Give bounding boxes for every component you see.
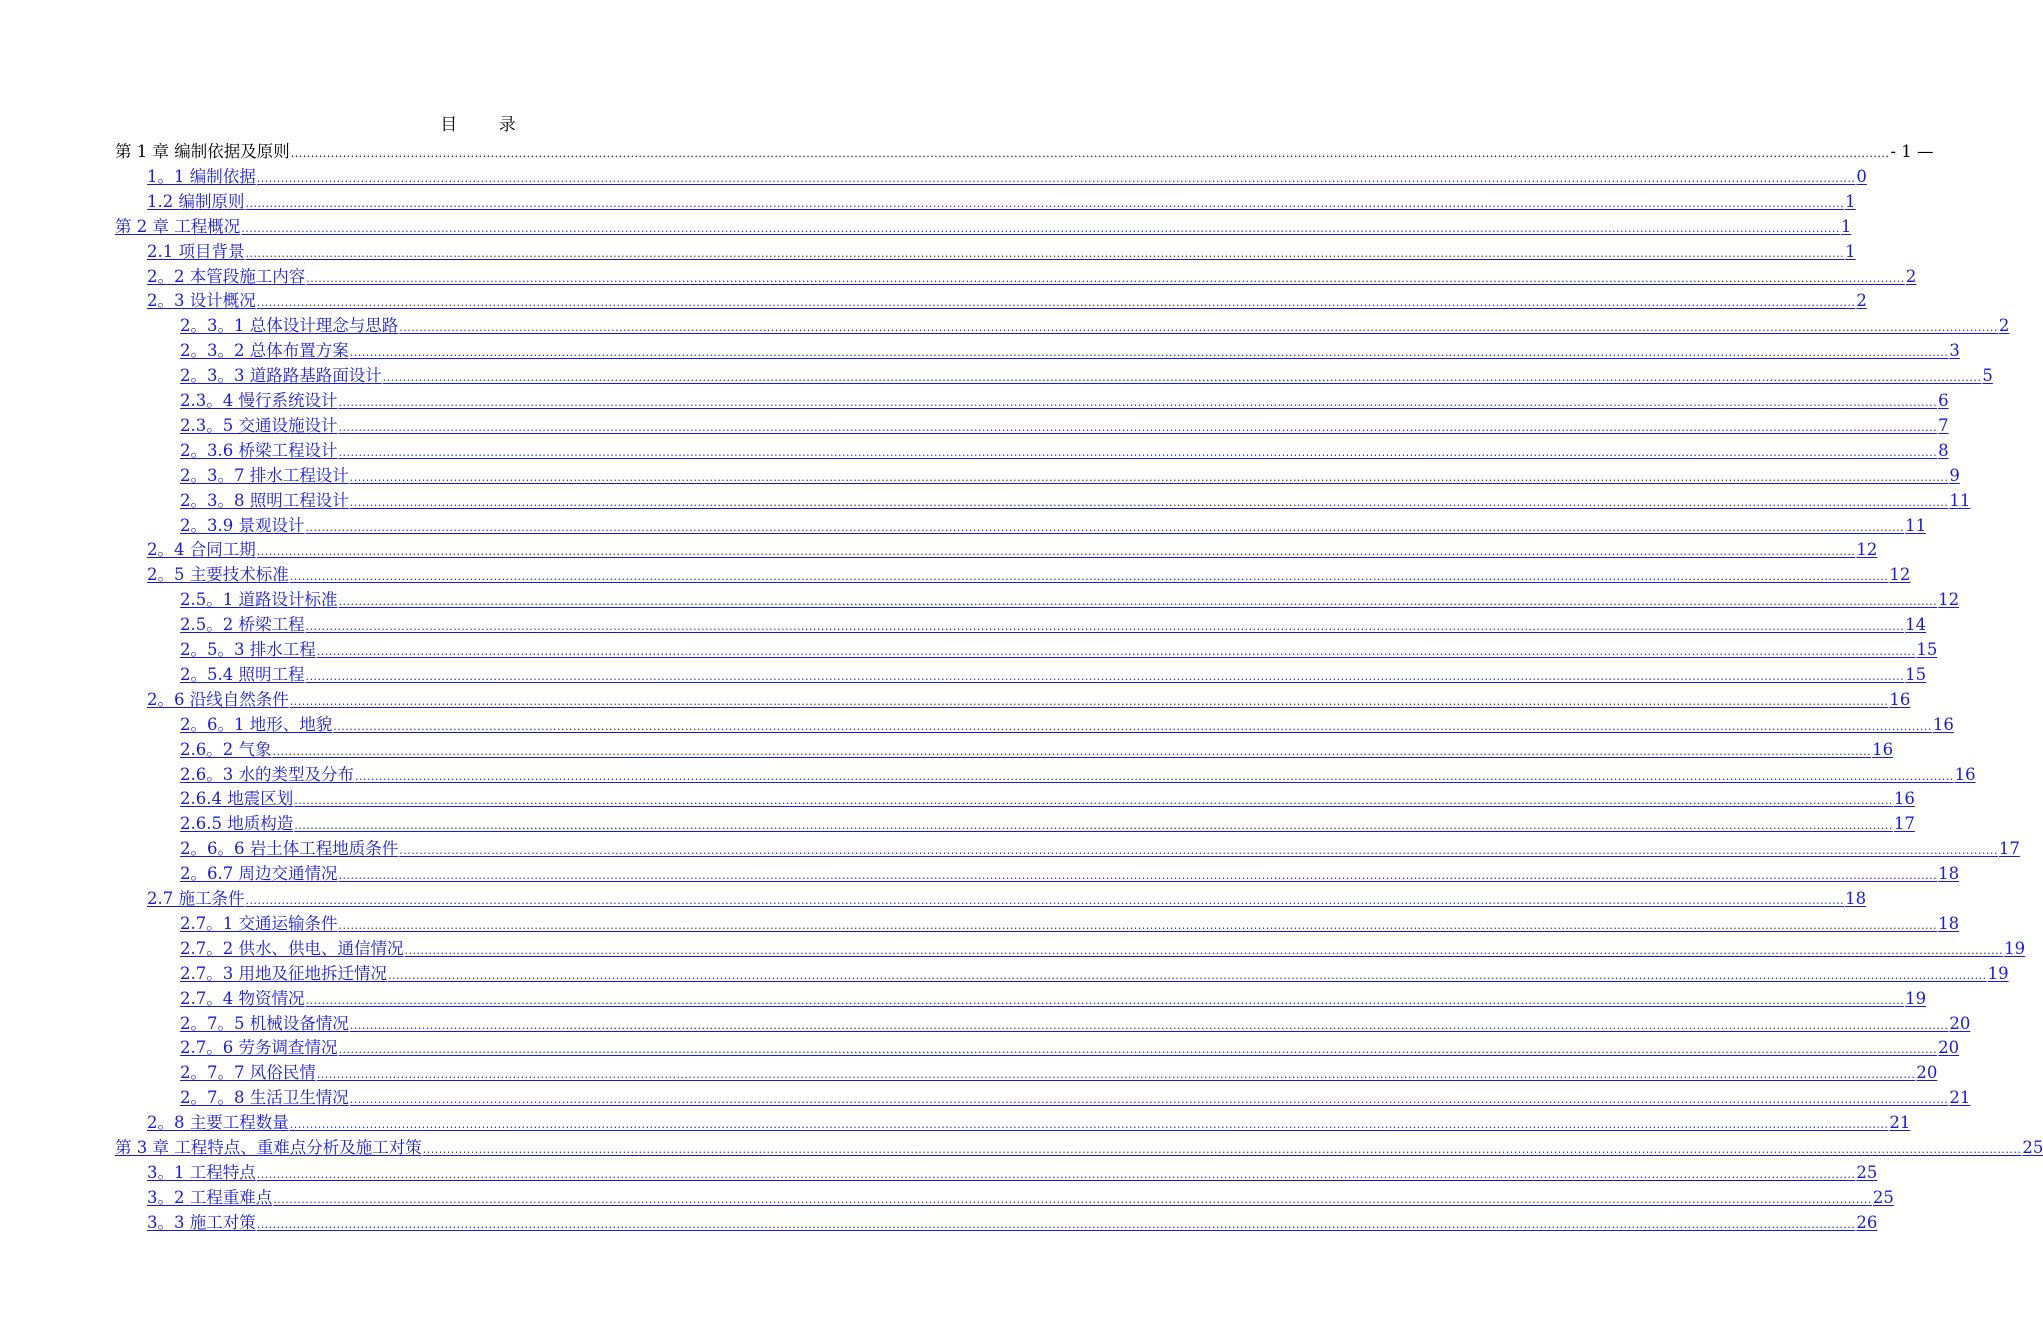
toc-entry-label: 3。3 施工对策 bbox=[147, 1212, 256, 1232]
toc-entry-page-number: 11 bbox=[1949, 490, 1971, 510]
toc-entry-label: 2。2 本管段施工内容 bbox=[147, 266, 306, 286]
toc-dot-leader: ................................................................................................................................................................................................................................................................................................................................................................................................................ bbox=[333, 719, 1932, 733]
toc-entry[interactable] bbox=[147, 236, 1856, 261]
toc-entry[interactable] bbox=[180, 609, 1927, 635]
toc-entry-page-number: 1 bbox=[1840, 216, 1852, 236]
toc-dot-leader: ................................................................................................................................................................................................................................................................................................................................................................................................................ bbox=[305, 520, 1905, 534]
toc-entry-label: 2。5。3 排水工程 bbox=[180, 640, 316, 659]
toc-entry-label: 2.6。2 气象 bbox=[180, 739, 272, 759]
toc-entry-label: 2。3。3 道路路基路面设计 bbox=[180, 366, 382, 386]
toc-entry-page-number: 25 bbox=[1872, 1187, 1894, 1207]
toc-dot-leader: ................................................................................................................................................................................................................................................................................................................................................................................................................ bbox=[256, 1217, 1856, 1231]
toc-dot-leader: ................................................................................................................................................................................................................................................................................................................................................................................................................ bbox=[382, 371, 1982, 385]
toc-dot-leader: ................................................................................................................................................................................................................................................................................................................................................................................................................ bbox=[404, 943, 2004, 957]
toc-dot-leader: ................................................................................................................................................................................................................................................................................................................................................................................................................ bbox=[316, 1068, 1916, 1082]
toc-entry-label: 2.6.4 地震区划 bbox=[180, 789, 294, 809]
toc-entry[interactable] bbox=[180, 958, 2009, 983]
toc-entry-label: 2。3.9 景观设计 bbox=[180, 515, 305, 535]
toc-dot-leader: ................................................................................................................................................................................................................................................................................................................................................................................................................ bbox=[338, 445, 1938, 459]
toc-dot-leader: ................................................................................................................................................................................................................................................................................................................................................................................................................ bbox=[349, 1093, 1949, 1107]
toc-entry[interactable] bbox=[147, 1157, 1878, 1182]
toc-entry[interactable] bbox=[180, 709, 1954, 734]
toc-entry[interactable] bbox=[180, 783, 1915, 809]
toc-entry[interactable] bbox=[180, 335, 1960, 361]
toc-entry-page-number: 6 bbox=[1938, 391, 1949, 410]
toc-entry-page-number: 3 bbox=[1949, 341, 1960, 361]
toc-entry-label: 2。5 主要技术标准 bbox=[147, 565, 289, 585]
toc-entry-page-number: 1 bbox=[1845, 241, 1856, 261]
toc-dot-leader: ................................................................................................................................................................................................................................................................................................................................................................................................................ bbox=[305, 993, 1905, 1007]
toc-entry-page-number: 12 bbox=[1856, 540, 1878, 560]
toc-entry-page-number: 8 bbox=[1938, 440, 1949, 460]
toc-entry-label: 2。3。8 照明工程设计 bbox=[180, 490, 349, 510]
toc-dot-leader: ................................................................................................................................................................................................................................................................................................................................................................................................................ bbox=[338, 1043, 1938, 1057]
toc-dot-leader: ................................................................................................................................................................................................................................................................................................................................................................................................................ bbox=[354, 769, 1954, 783]
toc-dot-leader: ................................................................................................................................................................................................................................................................................................................................................................................................................ bbox=[245, 196, 1845, 210]
toc-dot-leader: ................................................................................................................................................................................................................................................................................................................................................................................................................ bbox=[290, 147, 1890, 160]
toc-entry-label: 2.3。5 交通设施设计 bbox=[180, 415, 338, 435]
toc-dot-leader: ................................................................................................................................................................................................................................................................................................................................................................................................................ bbox=[422, 1143, 2022, 1156]
toc-dot-leader: ................................................................................................................................................................................................................................................................................................................................................................................................................ bbox=[399, 844, 1998, 858]
toc-entry[interactable] bbox=[180, 858, 1960, 884]
toc-dot-leader: ................................................................................................................................................................................................................................................................................................................................................................................................................ bbox=[256, 545, 1856, 559]
toc-entry-label: 2。5.4 照明工程 bbox=[180, 664, 305, 684]
toc-dot-leader: ................................................................................................................................................................................................................................................................................................................................................................................................................ bbox=[256, 1167, 1856, 1181]
toc-entry[interactable] bbox=[147, 559, 1911, 585]
toc-dot-leader: ................................................................................................................................................................................................................................................................................................................................................................................................................ bbox=[294, 819, 1893, 833]
toc-entry-page-number: 25 bbox=[1856, 1162, 1878, 1182]
toc-entry-page-number: 5 bbox=[1982, 366, 1993, 386]
toc-entry[interactable] bbox=[147, 684, 1911, 709]
toc-entry-label: 1.2 编制原则 bbox=[147, 191, 245, 211]
toc-entry-label: 2。6。6 岩土体工程地质条件 bbox=[180, 839, 399, 859]
toc-entry-page-number: 15 bbox=[1916, 640, 1938, 659]
toc-entry-page-number: 19 bbox=[2004, 938, 2026, 958]
toc-entry-page-number: 7 bbox=[1938, 415, 1949, 435]
toc-dot-leader: ................................................................................................................................................................................................................................................................................................................................................................................................................ bbox=[316, 645, 1916, 658]
toc-entry-page-number: 16 bbox=[1893, 789, 1915, 809]
toc-entry-page-number: 12 bbox=[1938, 590, 1960, 610]
toc-entry-page-number: 16 bbox=[1872, 739, 1894, 759]
toc-entry-label: 2.7。4 物资情况 bbox=[180, 988, 305, 1008]
toc-entry[interactable] bbox=[180, 983, 1927, 1008]
toc-entry-label: 2。3。1 总体设计理念与思路 bbox=[180, 316, 399, 336]
toc-dot-leader: ................................................................................................................................................................................................................................................................................................................................................................................................................ bbox=[338, 396, 1938, 409]
toc-dot-leader: ................................................................................................................................................................................................................................................................................................................................................................................................................ bbox=[305, 669, 1905, 683]
toc-entry-page-number: 11 bbox=[1905, 515, 1927, 535]
toc-entry[interactable] bbox=[180, 510, 1927, 535]
toc-entry-page-number: 2 bbox=[1905, 266, 1917, 286]
toc-entry-page-number: 20 bbox=[1949, 1013, 1971, 1033]
toc-dot-leader: ................................................................................................................................................................................................................................................................................................................................................................................................................ bbox=[289, 1118, 1889, 1132]
toc-entry-label: 2.6.5 地质构造 bbox=[180, 814, 294, 834]
toc-entry-label: 2。3。7 排水工程设计 bbox=[180, 465, 349, 485]
toc-entry[interactable] bbox=[180, 485, 1971, 510]
toc-entry bbox=[115, 136, 1934, 161]
toc-dot-leader: ................................................................................................................................................................................................................................................................................................................................................................................................................ bbox=[289, 570, 1889, 584]
toc-entry-label: 2。6 沿线自然条件 bbox=[147, 689, 289, 709]
toc-entry[interactable] bbox=[147, 534, 1878, 560]
toc-dot-leader: ................................................................................................................................................................................................................................................................................................................................................................................................................ bbox=[305, 620, 1905, 634]
toc-entry[interactable] bbox=[115, 211, 1852, 236]
toc-entry[interactable] bbox=[180, 460, 1960, 485]
toc-dot-leader: ................................................................................................................................................................................................................................................................................................................................................................................................................ bbox=[256, 296, 1856, 310]
toc-entry-label: 2.7 施工条件 bbox=[147, 889, 245, 908]
toc-entry-page-number: 19 bbox=[1905, 988, 1927, 1008]
toc-entry-page-number: 1 bbox=[1845, 191, 1856, 211]
toc-entry-label: 2.3。4 慢行系统设计 bbox=[180, 391, 338, 410]
toc-entry-label: 2.7。1 交通运输条件 bbox=[180, 913, 338, 933]
toc-entry-label: 3。2 工程重难点 bbox=[147, 1187, 273, 1207]
toc-entry[interactable] bbox=[180, 833, 2020, 859]
toc-entry-page-number: 18 bbox=[1938, 913, 1960, 933]
toc-entry-label: 2。6。1 地形、地貌 bbox=[180, 714, 333, 734]
toc-entry-label: 第 3 章 工程特点、重难点分析及施工对策 bbox=[115, 1138, 422, 1157]
toc-entry[interactable] bbox=[180, 584, 1960, 610]
toc-entry-page-number: 26 bbox=[1856, 1212, 1878, 1232]
toc-entry[interactable] bbox=[180, 634, 1938, 659]
toc-entry-page-number: 20 bbox=[1916, 1063, 1938, 1083]
toc-entry[interactable] bbox=[180, 1032, 1960, 1058]
toc-entry-label: 2.7。2 供水、供电、通信情况 bbox=[180, 938, 404, 958]
toc-entry-label: 2。6.7 周边交通情况 bbox=[180, 864, 338, 884]
toc-dot-leader: ................................................................................................................................................................................................................................................................................................................................................................................................................ bbox=[349, 470, 1949, 484]
toc-dot-leader: ................................................................................................................................................................................................................................................................................................................................................................................................................ bbox=[349, 1018, 1949, 1032]
toc-dot-leader: ................................................................................................................................................................................................................................................................................................................................................................................................................ bbox=[245, 894, 1845, 907]
toc-entry[interactable] bbox=[180, 360, 1993, 386]
toc-entry[interactable] bbox=[147, 186, 1856, 211]
toc-entry-page-number: 2 bbox=[1998, 316, 2010, 336]
toc-entry-page-number: 18 bbox=[1845, 889, 1867, 908]
toc-entry-page-number: 0 bbox=[1856, 166, 1867, 186]
toc-entry-page-number: 2 bbox=[1856, 291, 1867, 311]
toc-entry-page-number: 21 bbox=[1949, 1088, 1971, 1108]
toc-dot-leader: ................................................................................................................................................................................................................................................................................................................................................................................................................ bbox=[306, 271, 1905, 285]
toc-dot-leader: ................................................................................................................................................................................................................................................................................................................................................................................................................ bbox=[273, 1192, 1872, 1206]
toc-entry[interactable] bbox=[147, 1182, 1894, 1207]
toc-entry-label: 2。3 设计概况 bbox=[147, 291, 256, 311]
toc-entry[interactable] bbox=[147, 285, 1867, 311]
toc-dot-leader: ................................................................................................................................................................................................................................................................................................................................................................................................................ bbox=[387, 968, 1987, 982]
toc-dot-leader: ................................................................................................................................................................................................................................................................................................................................................................................................................ bbox=[241, 221, 1840, 235]
toc-dot-leader: ................................................................................................................................................................................................................................................................................................................................................................................................................ bbox=[349, 495, 1949, 509]
toc-entry[interactable] bbox=[180, 385, 1949, 410]
toc-entry[interactable] bbox=[180, 410, 1949, 435]
toc-entry[interactable] bbox=[180, 933, 2026, 958]
toc-entry[interactable] bbox=[180, 1057, 1938, 1083]
toc-entry-page-number: 16 bbox=[1932, 714, 1954, 734]
toc-entry-page-number: 20 bbox=[1938, 1038, 1960, 1058]
toc-entry[interactable] bbox=[147, 261, 1917, 286]
toc-entry-label: 第 2 章 工程概况 bbox=[115, 216, 241, 236]
toc-entry-page-number: 17 bbox=[1893, 814, 1915, 834]
toc-entry-page-number: - 1 — bbox=[1890, 142, 1934, 161]
toc-entry-label: 2。7。8 生活卫生情况 bbox=[180, 1088, 349, 1108]
toc-dot-leader: ................................................................................................................................................................................................................................................................................................................................................................................................................ bbox=[338, 595, 1938, 609]
toc-entry-page-number: 21 bbox=[1889, 1113, 1911, 1133]
toc-entry-label: 2。8 主要工程数量 bbox=[147, 1113, 289, 1133]
toc-entry-page-number: 17 bbox=[1998, 839, 2020, 859]
toc-entry-page-number: 25 bbox=[2022, 1138, 2043, 1157]
toc-entry[interactable] bbox=[180, 759, 1976, 784]
toc-entry-page-number: 15 bbox=[1905, 664, 1927, 684]
toc-dot-leader: ................................................................................................................................................................................................................................................................................................................................................................................................................ bbox=[272, 744, 1872, 758]
toc-dot-leader: ................................................................................................................................................................................................................................................................................................................................................................................................................ bbox=[289, 694, 1889, 708]
toc-entry[interactable] bbox=[147, 883, 1867, 908]
toc-dot-leader: ................................................................................................................................................................................................................................................................................................................................................................................................................ bbox=[245, 246, 1845, 260]
toc-entry-label: 2.7。3 用地及征地拆迁情况 bbox=[180, 963, 387, 983]
toc-entry-label: 2.1 项目背景 bbox=[147, 241, 245, 261]
toc-entry[interactable] bbox=[180, 734, 1894, 759]
toc-entry[interactable] bbox=[180, 310, 2010, 336]
toc-dot-leader: ................................................................................................................................................................................................................................................................................................................................................................................................................ bbox=[338, 918, 1938, 932]
toc-entry[interactable] bbox=[147, 161, 1867, 186]
toc-entry[interactable] bbox=[180, 1008, 1971, 1033]
toc-entry[interactable] bbox=[180, 808, 1915, 834]
toc-entry-page-number: 16 bbox=[1954, 764, 1976, 784]
toc-entry[interactable] bbox=[180, 435, 1949, 460]
toc-entry-page-number: 9 bbox=[1949, 465, 1960, 485]
toc-entry[interactable] bbox=[115, 1132, 2043, 1157]
toc-dot-leader: ................................................................................................................................................................................................................................................................................................................................................................................................................ bbox=[349, 346, 1949, 360]
toc-dot-leader: ................................................................................................................................................................................................................................................................................................................................................................................................................ bbox=[399, 321, 1998, 335]
toc-entry[interactable] bbox=[180, 908, 1960, 933]
toc-dot-leader: ................................................................................................................................................................................................................................................................................................................................................................................................................ bbox=[256, 171, 1856, 185]
toc-entry-page-number: 12 bbox=[1889, 565, 1911, 585]
toc-entry[interactable] bbox=[180, 1082, 1971, 1108]
toc-entry-label: 1。1 编制依据 bbox=[147, 166, 256, 186]
toc-entry-page-number: 14 bbox=[1905, 615, 1927, 635]
toc-entry-page-number: 16 bbox=[1889, 689, 1911, 709]
toc-dot-leader: ................................................................................................................................................................................................................................................................................................................................................................................................................ bbox=[338, 420, 1938, 434]
toc-entry[interactable] bbox=[147, 1107, 1911, 1133]
toc-entry-label: 2。3。2 总体布置方案 bbox=[180, 341, 349, 361]
toc-dot-leader: ................................................................................................................................................................................................................................................................................................................................................................................................................ bbox=[294, 794, 1893, 808]
toc-dot-leader: ................................................................................................................................................................................................................................................................................................................................................................................................................ bbox=[338, 869, 1938, 883]
toc-entry[interactable] bbox=[180, 659, 1927, 684]
toc-entry-label: 第 1 章 编制依据及原则 bbox=[115, 142, 290, 161]
toc-entry-label: 2。7。5 机械设备情况 bbox=[180, 1013, 349, 1033]
toc-entry-label: 2.7。6 劳务调查情况 bbox=[180, 1038, 338, 1058]
toc-entry-label: 2.5。2 桥梁工程 bbox=[180, 615, 305, 635]
toc-entry-label: 3。1 工程特点 bbox=[147, 1162, 256, 1182]
toc-entry-label: 2。7。7 风俗民情 bbox=[180, 1063, 316, 1083]
toc-entry-label: 2。3.6 桥梁工程设计 bbox=[180, 440, 338, 460]
toc-entry-page-number: 19 bbox=[1987, 963, 2009, 983]
toc-entry-label: 2.5。1 道路设计标准 bbox=[180, 590, 338, 610]
toc-entry[interactable] bbox=[147, 1207, 1878, 1232]
toc-entry-label: 2。4 合同工期 bbox=[147, 540, 256, 560]
toc-title: 目 录 bbox=[440, 115, 534, 135]
toc-entry-label: 2.6。3 水的类型及分布 bbox=[180, 764, 354, 784]
toc-entry-page-number: 18 bbox=[1938, 864, 1960, 884]
